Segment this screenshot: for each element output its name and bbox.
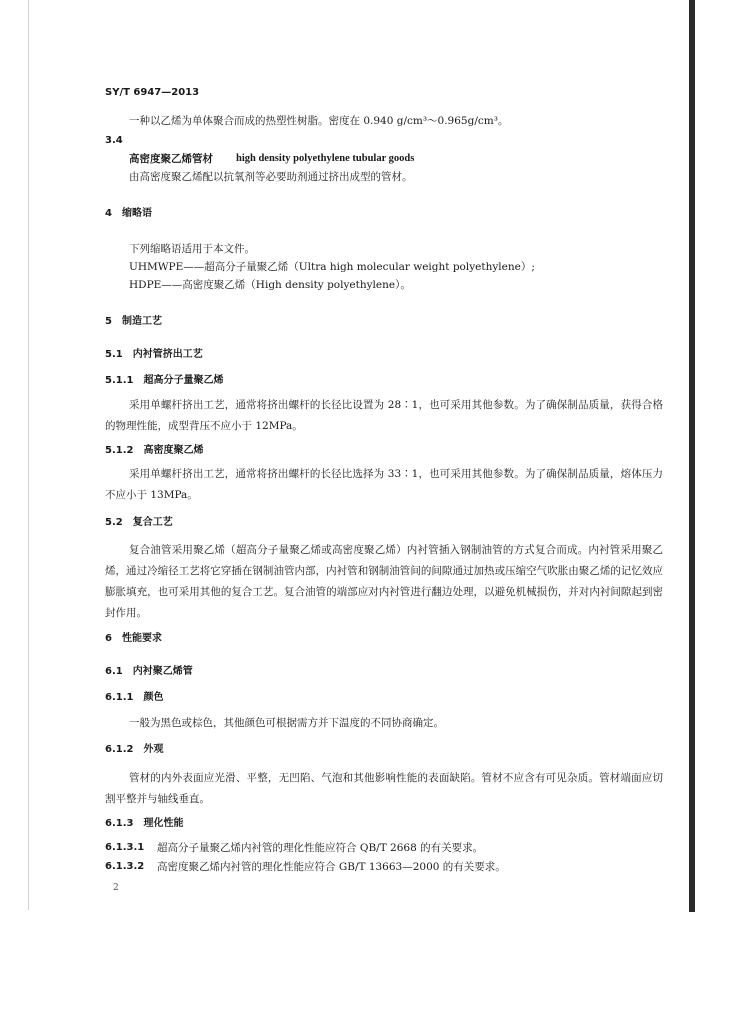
abbreviation-uhmwpe: UHMWPE——超高分子量聚乙烯（Ultra high molecular weight polyethylene）; [129, 261, 535, 273]
clause-5-2-heading: 5.2 复合工艺 [105, 517, 173, 528]
section-4-heading: 4 缩略语 [105, 208, 152, 219]
clause-6-1-3-2-number: 6.1.3.2 [105, 861, 145, 872]
clause-5-2-text: 复合油管采用聚乙烯（超高分子量聚乙烯或高密度聚乙烯）内衬管插入钢制油管的方式复合而成。内衬管采用聚乙烯，通过冷缩径工艺将它穿插在钢制油管内部，内衬管和钢制油管间的间隙通过加热或压缩空气吹胀由聚乙烯的记忆效应膨胀填充，也可采用其他的复合工艺。复合油管的端部应对内衬管进行翻边处理，以避免机械损伤，并对内衬间隙起到密封作用。 [105, 544, 663, 619]
clause-5-1-2-heading: 5.1.2 高密度聚乙烯 [105, 445, 204, 456]
clause-5-1-2-text: 采用单螺杆挤出工艺，通常将挤出螺杆的长径比选择为 33∶1，也可采用其他参数。为了确保制品质量，熔体压力不应小于 13MPa。 [105, 468, 663, 501]
clause-5-1-1-heading: 5.1.1 超高分子量聚乙烯 [105, 375, 224, 386]
section-6-heading: 6 性能要求 [105, 633, 162, 644]
section-5-heading: 5 制造工艺 [105, 316, 162, 327]
clause-6-1-heading: 6.1 内衬聚乙烯管 [105, 666, 193, 677]
definition-3-4: 由高密度聚乙烯配以抗氧剂等必要助剂通过挤出成型的管材。 [129, 171, 413, 183]
clause-6-1-2-heading: 6.1.2 外观 [105, 744, 164, 755]
definition-3-3: 一种以乙烯为单体聚合而成的热塑性树脂。密度在 0.940 g/cm³～0.965g/cm³。 [129, 115, 509, 127]
term-english: high density polyethylene tubular goods [236, 153, 415, 164]
abbreviation-hdpe: HDPE——高密度聚乙烯（High density polyethylene）。 [129, 279, 411, 291]
clause-6-1-1-text: 一般为黑色或棕色，其他颜色可根据需方并下温度的不同协商确定。 [129, 717, 444, 729]
clause-6-1-3-2-text: 高密度聚乙烯内衬管的理化性能应符合 GB/T 13663—2000 的有关要求。 [157, 861, 506, 873]
term-chinese: 高密度聚乙烯管材 [129, 153, 213, 165]
clause-6-1-2-text: 管材的内外表面应光滑、平整，无凹陷、气泡和其他影响性能的表面缺陷。管材不应含有可见杂质。管材端面应切割平整并与轴线垂直。 [105, 772, 663, 805]
clause-6-1-1-heading: 6.1.1 颜色 [105, 692, 164, 703]
clause-3-4-number: 3.4 [105, 135, 123, 146]
clause-5-1-1-text: 采用单螺杆挤出工艺，通常将挤出螺杆的长径比设置为 28∶1，也可采用其他参数。为了确保制品质量，获得合格的物理性能，成型背压不应小于 12MPa。 [105, 399, 663, 432]
clause-6-1-3-1-number: 6.1.3.1 [105, 842, 145, 853]
page-number: 2 [113, 883, 119, 893]
page-right-edge [689, 0, 695, 912]
abbreviation-intro: 下列缩略语适用于本文件。 [129, 243, 255, 255]
clause-6-1-3-heading: 6.1.3 理化性能 [105, 818, 184, 829]
page-left-edge [28, 0, 29, 910]
standard-number: SY/T 6947—2013 [105, 87, 200, 98]
clause-6-1-3-1-text: 超高分子量聚乙烯内衬管的理化性能应符合 QB/T 2668 的有关要求。 [157, 842, 484, 854]
clause-5-1-heading: 5.1 内衬管挤出工艺 [105, 349, 203, 360]
